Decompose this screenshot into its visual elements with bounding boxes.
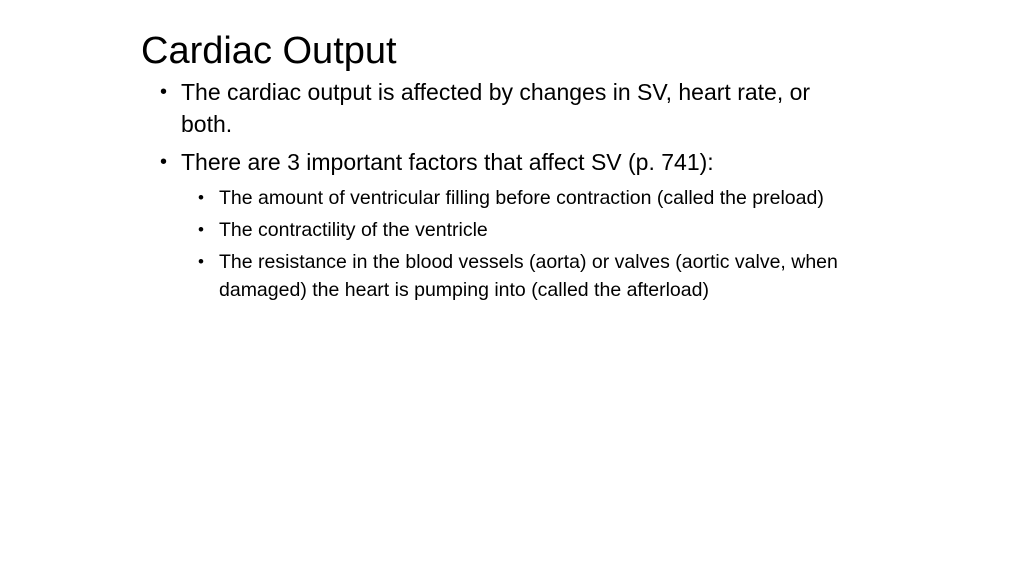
sub-bullet-text: The amount of ventricular filling before contraction (called the preload) — [219, 187, 824, 209]
sub-bullet-dot-icon: • — [198, 220, 204, 239]
bullet-cardiac-output-affected — [160, 76, 851, 140]
bullet-dot-icon: • — [160, 81, 168, 103]
slide-content — [160, 76, 880, 308]
sub-bullet-dot-icon: • — [198, 188, 204, 207]
sub-bullet-text: The resistance in the blood vessels (aorta) or valves (aortic valve, when damaged) the heart is pumping into (called the afterload) — [219, 251, 838, 301]
bullet-text: There are 3 important factors that affect SV (p. 741): — [181, 149, 714, 175]
slide-title: Cardiac Output — [141, 30, 397, 72]
bullet-dot-icon: • — [160, 151, 168, 173]
sub-bullet-list — [198, 184, 880, 304]
sub-bullet-contractility — [198, 216, 879, 244]
sub-bullet-preload — [198, 184, 879, 212]
sub-bullet-text: The contractility of the ventricle — [219, 219, 488, 241]
sub-bullet-afterload — [198, 248, 879, 304]
bullet-factors-affect-sv — [160, 146, 851, 178]
bullet-text: The cardiac output is affected by changes in SV, heart rate, or both. — [181, 79, 811, 137]
sub-bullet-dot-icon: • — [198, 252, 204, 271]
